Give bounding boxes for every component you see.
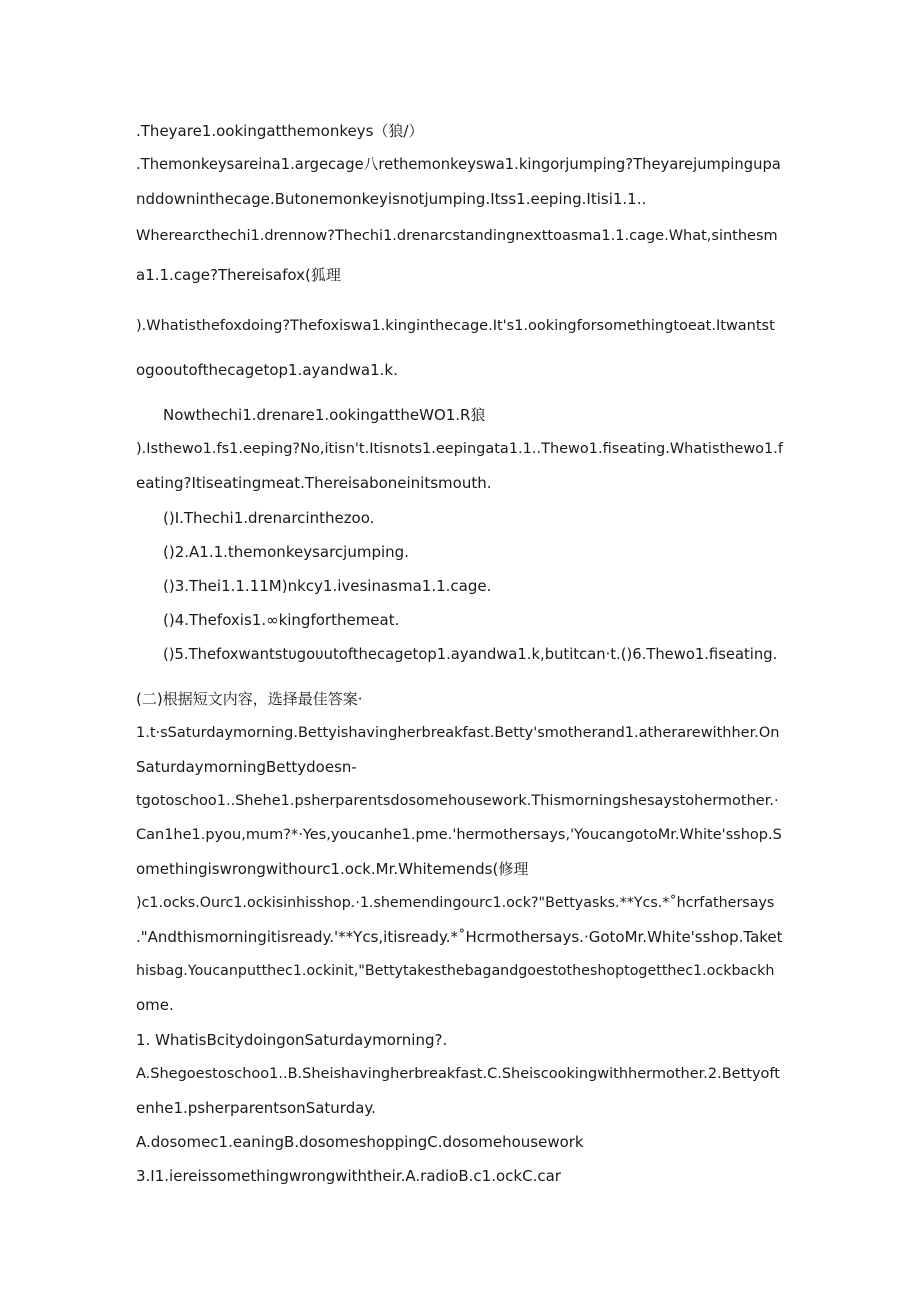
true-false-statement: ()2.A1.1.themonkeysarcjumping. bbox=[163, 543, 409, 561]
question-line: 3.I1.iereissomethingwrongwiththeir.A.radioB.c1.ockC.car bbox=[136, 1167, 561, 1185]
passage1-line: .Theyare1.ookingatthemonkeys（狼/） bbox=[136, 122, 424, 140]
passage1-line: a1.1.cage?Thereisafox(狐理 bbox=[136, 266, 341, 284]
passage2-line: omethingiswrongwithourc1.ock.Mr.Whitemends(修理 bbox=[136, 860, 529, 878]
passage1-line: nddowninthecage.Butonemonkeyisnotjumping.Itss1.eeping.Itisi1.1.. bbox=[136, 190, 647, 208]
passage2-line: Can1he1.pyou,mum?*·Yes,youcanhe1.pme.'hermothersays,'YoucangotoMr.White'sshop.S bbox=[136, 827, 782, 843]
question-line: A.dosomec1.eaningB.dosomeshoppingC.dosomehousework bbox=[136, 1133, 584, 1151]
passage2-line: hisbag.Youcanputthec1.ockinit,"Bettytakesthebagandgoestotheshoptogetthec1.ockbackh bbox=[136, 963, 775, 979]
passage2-line: ."Andthismorningitisready.'**Ycs,itisready.*˚Hcrmothersays.·GotoMr.White'sshop.Taket bbox=[136, 928, 783, 946]
passage2-line: )c1.ocks.Ourc1.ockisinhisshop.·1.shemendingourc1.ock?"Bettyasks.**Ycs.*˚hcrfathersays bbox=[136, 895, 775, 911]
question-line: 1. WhatisBcitydoingonSaturdaymorning?. bbox=[136, 1031, 448, 1049]
passage1-line: ogooutofthecagetop1.ayandwa1.k. bbox=[136, 361, 398, 379]
passage1-line: ).Isthewo1.fs1.eeping?No,itisn't.Itisnots1.eepingata1.1..Thewo1.fiseating.Whatisthewo1.f bbox=[136, 441, 783, 457]
passage1-line: eating?Itiseatingmeat.Thereisaboneinitsmouth. bbox=[136, 474, 492, 492]
question-line: A.Shegoestoschoo1..B.Sheishavingherbreakfast.C.Sheiscookingwithhermother.2.Bettyoft bbox=[136, 1066, 780, 1082]
passage2-line: SaturdaymorningBettydoesn- bbox=[136, 758, 357, 776]
passage1-line: ).Whatisthefoxdoing?Thefoxiswa1.kinginthecage.It's1.ookingforsomethingtoeat.Itwantst bbox=[136, 318, 775, 334]
true-false-statement: ()3.Thei1.1.11M)nkcy1.ivesinasma1.1.cage. bbox=[163, 577, 492, 595]
passage1-line: Wherearcthechi1.drennow?Thechi1.drenarcstandingnexttoasma1.1.cage.What,sinthesm bbox=[136, 228, 778, 244]
passage2-line: ome. bbox=[136, 996, 174, 1014]
passage1-line: .Themonkeysareina1.argecage八rethemonkeyswa1.kingorjumping?Theyarejumpingupa bbox=[136, 156, 781, 173]
passage2-line: tgotoschoo1..Shehe1.psherparentsdosomehousework.Thismorningshesaystohermother.· bbox=[136, 793, 779, 809]
question-line: enhe1.psherparentsonSaturday. bbox=[136, 1099, 376, 1117]
true-false-statement: ()4.Thefoxis1.∞kingforthemeat. bbox=[163, 611, 400, 629]
passage2-line: 1.t·sSaturdaymorning.Bettyishavingherbreakfast.Betty'smotherand1.atherarewithher.On bbox=[136, 725, 780, 741]
section2-heading: (二)根据短文内容，选择最佳答案· bbox=[136, 690, 363, 708]
true-false-statement: ()5.Thefoxwantstυgoυutofthecagetop1.ayandwa1.k,butitcan·t.()6.Thewo1.fiseating. bbox=[163, 646, 778, 663]
passage1-indent-line: Nowthechi1.drenare1.ookingattheWO1.R狼 bbox=[163, 406, 486, 424]
true-false-statement: ()I.Thechi1.drenarcinthezoo. bbox=[163, 509, 375, 527]
